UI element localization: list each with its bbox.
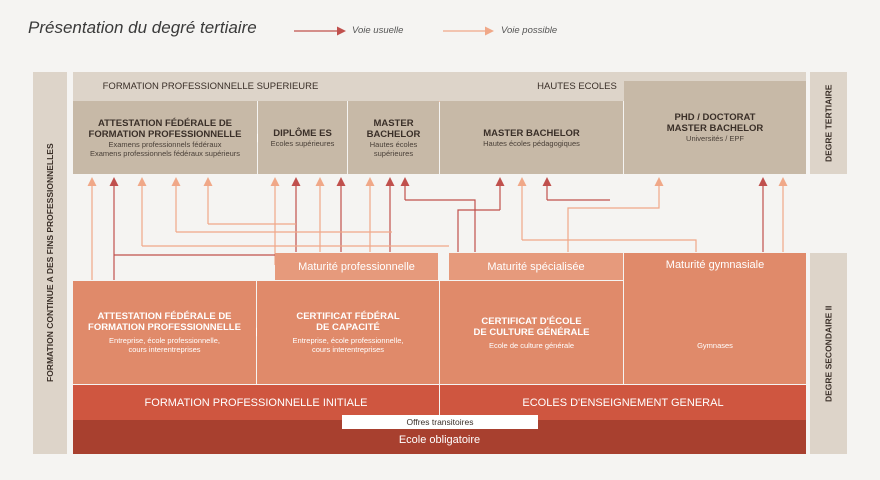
- box-title: ATTESTATION FÉDÉRALE DE: [97, 117, 233, 129]
- flow-arrowhead: [138, 177, 147, 186]
- flow-arrowhead: [271, 177, 280, 186]
- flow-arrowhead: [779, 177, 788, 186]
- flow-arrow: [522, 240, 696, 252]
- secondary-level-band: [810, 253, 847, 454]
- flow-arrowhead: [655, 177, 664, 186]
- secondary-level-label: DEGRE SECONDAIRE II: [823, 305, 834, 402]
- box-title: FORMATION PROFESSIONNELLE: [88, 128, 242, 140]
- flow-arrowhead: [759, 177, 768, 186]
- box-subtitle: Examens professionnels fédéraux: [108, 139, 222, 149]
- box-title: FORMATION PROFESSIONNELLE: [88, 322, 241, 333]
- box-title: CERTIFICAT FÉDÉRAL: [296, 311, 400, 322]
- box-subtitle: cours interentreprises: [311, 345, 385, 354]
- maturite-professionnelle: [275, 253, 438, 280]
- box-title: ATTESTATION FÉDÉRALE DE: [97, 311, 232, 322]
- flow-arrowhead: [292, 177, 301, 186]
- flow-arrowhead: [366, 177, 375, 186]
- maturite-specialisee: [449, 253, 623, 280]
- box-subtitle: Universités / EPF: [686, 134, 744, 143]
- flow-arrow: [458, 210, 500, 252]
- maturite-gymnasiale-label: Maturité gymnasiale: [665, 259, 765, 271]
- fps-header-label: FORMATION PROFESSIONNELLE SUPERIEURE: [102, 81, 319, 92]
- maturite-spec-label: Maturité spécialisée: [487, 260, 585, 273]
- he-header-label: HAUTES ECOLES: [537, 81, 617, 92]
- continuing-education-band: [33, 72, 67, 454]
- legend-usual-label: Voie usuelle: [352, 25, 404, 36]
- box-title: DE CULTURE GÉNÉRALE: [473, 326, 590, 338]
- tertiary-box-diplome-es: [258, 101, 347, 174]
- flow-arrowhead: [110, 177, 119, 186]
- flow-arrowhead: [337, 177, 346, 186]
- flow-arrowhead: [88, 177, 97, 186]
- tertiary-box-hep: [440, 101, 623, 174]
- box-title: MASTER: [373, 117, 414, 129]
- flow-arrowhead: [518, 177, 527, 186]
- flow-arrow: [568, 200, 659, 252]
- secondary-box-ecg: [440, 281, 623, 384]
- legend-usual-arrowhead: [337, 27, 346, 36]
- flow-arrowhead: [316, 177, 325, 186]
- flow-arrowhead: [386, 177, 395, 186]
- box-subtitle: Entreprise, école professionnelle,: [292, 336, 404, 345]
- tertiary-box-federal-attestation: [73, 101, 257, 174]
- flow-arrowhead: [496, 177, 505, 186]
- maturite-pro-label: Maturité professionnelle: [298, 260, 415, 273]
- page-title: Présentation du degré tertiaire: [28, 18, 257, 37]
- box-title: CERTIFICAT D'ÉCOLE: [481, 315, 582, 327]
- compulsory-label: Ecole obligatoire: [398, 434, 481, 446]
- box-title: BACHELOR: [366, 128, 421, 140]
- tertiary-level-band: [810, 72, 847, 174]
- box-subtitle: Ecole de culture générale: [488, 340, 575, 350]
- box-title: DE CAPACITÉ: [316, 322, 380, 333]
- flow-arrowhead: [543, 177, 552, 186]
- legend-possible-label: Voie possible: [501, 25, 558, 36]
- fpi-label: FORMATION PROFESSIONNELLE INITIALE: [144, 396, 368, 409]
- box-subtitle: Entreprise, école professionnelle,: [109, 336, 220, 345]
- box-subtitle: Ecoles supérieures: [270, 138, 335, 148]
- box-title: PHD / DOCTORAT: [674, 112, 756, 123]
- flow-arrowhead: [204, 177, 213, 186]
- secondary-box-afp: [73, 281, 256, 384]
- box-subtitle: Hautes écoles: [369, 139, 418, 149]
- flow-arrow: [405, 200, 475, 252]
- box-title: MASTER BACHELOR: [483, 127, 580, 139]
- box-subtitle: cours interentreprises: [128, 345, 201, 354]
- transitional-label: Offres transitoires: [406, 417, 474, 427]
- secondary-box-cfc: [257, 281, 439, 384]
- secondary-box-gymnases: [624, 253, 806, 384]
- eeg-label: ECOLES D'ENSEIGNEMENT GENERAL: [522, 396, 724, 409]
- flow-arrowhead: [401, 177, 410, 186]
- offres-transitoires-box: [342, 415, 538, 429]
- continuing-education-label: FORMATION CONTINUE A DES FINS PROFESSIONNELLES: [45, 143, 55, 383]
- flow-arrowhead: [172, 177, 181, 186]
- box-subtitle: Examens professionnels fédéraux supérieurs: [89, 148, 241, 158]
- box-title: DIPLÔME ES: [273, 127, 332, 139]
- legend-possible-arrowhead: [485, 27, 494, 36]
- box-subtitle: supérieures: [373, 148, 414, 158]
- fps-header: [73, 72, 348, 101]
- gymnases-label: Gymnases: [697, 341, 733, 350]
- tertiary-box-hes: [348, 101, 439, 174]
- box-subtitle: Hautes écoles pédagogiques: [483, 138, 580, 148]
- box-title: MASTER BACHELOR: [666, 123, 764, 134]
- tertiary-level-label: DEGRE TERTIAIRE: [823, 84, 834, 162]
- tertiary-box-universities: [624, 81, 806, 174]
